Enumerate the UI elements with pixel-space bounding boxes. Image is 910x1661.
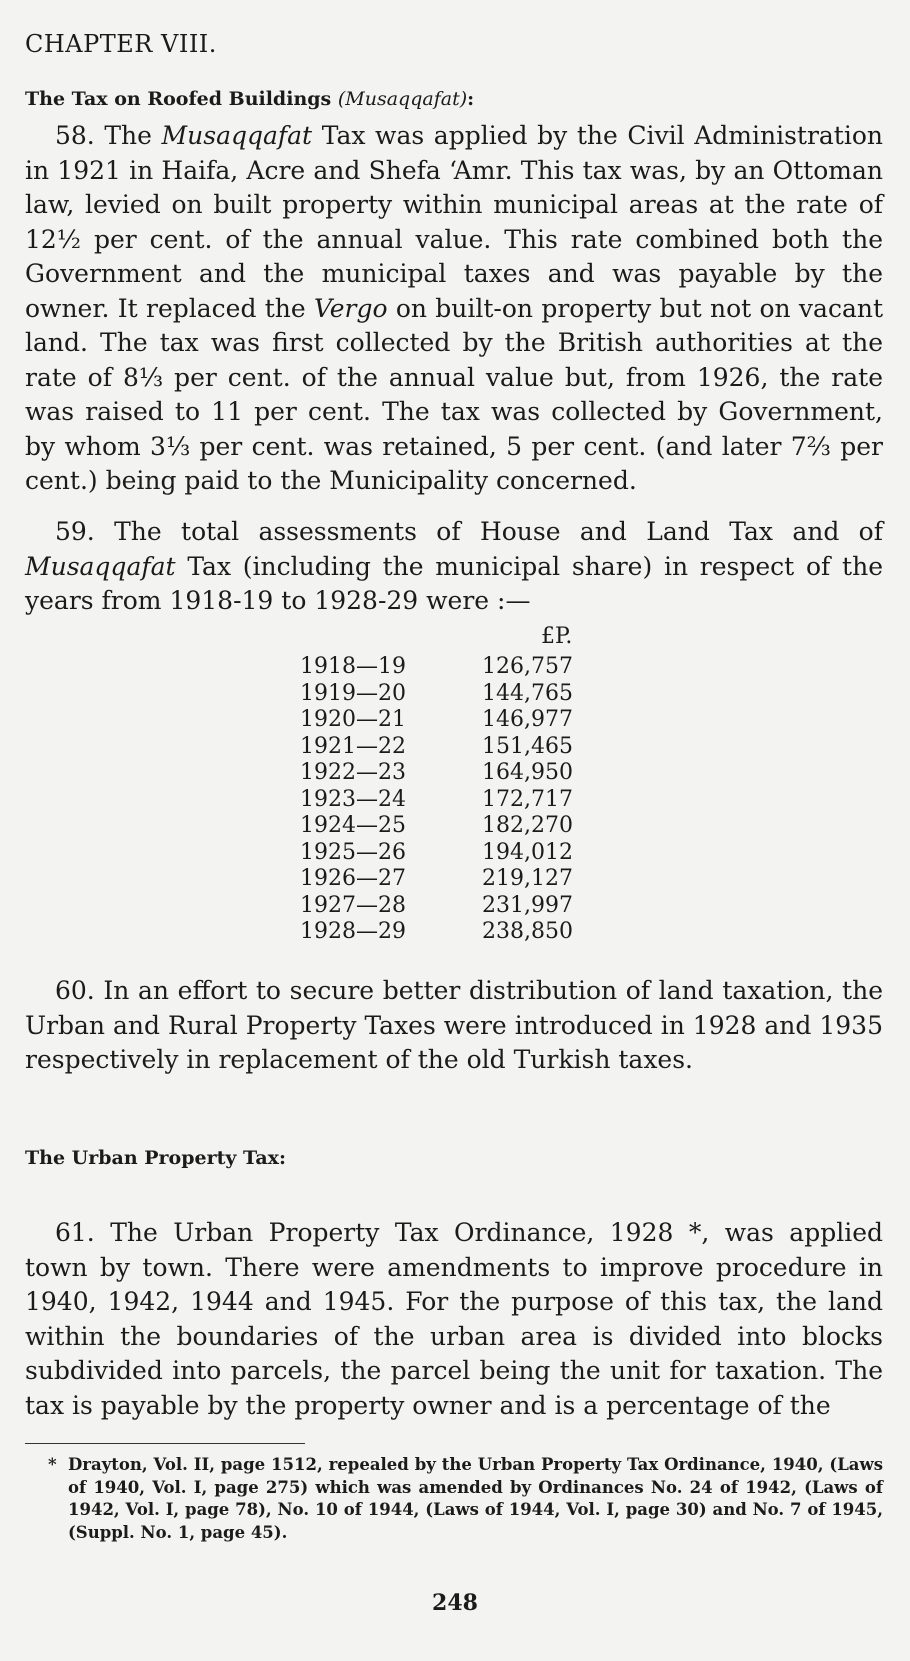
year-cell: 1925—26 [300,839,406,865]
chapter-title: CHAPTER VIII. [25,30,217,58]
p59-c: Tax (including the municipal share) in respect of the years from 1918-19 to 1928-29 were :— [25,551,883,615]
heading-tail: : [467,88,475,110]
table-row [300,893,720,919]
heading-italic: (Musaqqafat) [337,88,468,110]
year-cell: 1924—25 [300,813,406,838]
year-cell: 1920—21 [300,707,406,732]
paragraph-59 [25,515,883,619]
year-cell: 1918—19 [300,654,406,679]
footnote-divider [25,1443,305,1444]
footnote [48,1454,883,1544]
paragraph-60: 60. In an effort to secure better distribution of land taxation, the Urban and Rural Property Taxes were introduced in 1928 and 1935 respectively in replacement of the old Turkish taxes. [25,976,883,1074]
p58-musaqqafat: Musaqqafat [161,121,313,150]
p58-a: 58. The [55,121,162,150]
year-cell: 1921—22 [300,733,406,759]
table-row [300,813,720,839]
value-cell: 126,757 [482,654,573,679]
table-row [300,840,720,866]
year-cell: 1919—20 [300,680,406,706]
section-heading-roofed-buildings [25,88,474,110]
year-cell: 1926—27 [300,866,406,891]
value-cell: 172,717 [482,786,573,812]
heading-text: The Tax on Roofed Buildings [25,88,332,110]
paragraph-61: 61. The Urban Property Tax Ordinance, 1928 *, was applied town by town. There were amendments to improve procedure in 1940, 1942, 1944 and 1945. For the purpose of this tax, the land within the boundaries of the urban area is divided into blocks subdivided into parcels, the parcel being the unit for taxation. The tax is payable by the property owner and is a percentage of the [25,1218,883,1420]
value-cell: 151,465 [482,733,573,759]
year-cell: 1923—24 [300,786,406,812]
table-row [300,734,720,760]
page-number: 248 [432,1590,478,1616]
p59-a: 59. The total assessments of House and Land Tax and of [55,517,883,546]
value-cell: 182,270 [482,813,573,838]
p58-e: on built-on property but not on vacant land. The tax was first collected by the British authorities at the rate of 8⅓ per cent. of the annual value but, from 1926, the rate was raised to 11 per cent. The tax was collected by Government, by whom 3⅓ per cent. was retained, 5 per cent. (and later 7⅔ per cent.) being paid to the Municipality concerned. [25,293,883,495]
year-cell: 1927—28 [300,892,406,918]
table-row [300,787,720,813]
value-cell: 219,127 [482,866,573,891]
table-row [300,654,720,680]
table-row [300,707,720,733]
table-row [300,919,720,945]
p58-vergo: Vergo [313,293,388,323]
footnote-mark: * [48,1455,57,1474]
table-row [300,681,720,707]
year-cell: 1922—23 [300,760,406,785]
table-unit-header: £P. [541,624,573,649]
p59-musaqqafat: Musaqqafat [25,551,176,581]
year-cell: 1928—29 [300,919,406,944]
section-heading-urban-property-tax: The Urban Property Tax: [25,1147,287,1169]
value-cell: 146,977 [482,707,573,732]
p58-c: Tax was applied by the Civil Administration in 1921 in Haifa, Acre and Shefa ‘Amr. This tax was, by an Ottoman law, levied on built property within municipal areas at the rate of 12½ per cent. of the annual value. This rate combined both the Government and the municipal taxes and was payable by the owner. It replaced the [25,121,883,323]
value-cell: 144,765 [482,680,573,706]
value-cell: 164,950 [482,760,573,785]
table-row [300,760,720,786]
footnote-text: Drayton, Vol. II, page 1512, repealed by the Urban Property Tax Ordinance, 1940, (Laws of 1940, Vol. I, page 275) which was amended by Ordinances No. 24 of 1942, (Laws of 1942, Vol. I, page 78), No. 10 of 1944, (Laws of 1944, Vol. I, page 30) and No. 7 of 1945, (Suppl. No. 1, page 45). [68,1455,883,1542]
value-cell: 194,012 [482,839,573,865]
table-row [300,866,720,892]
paragraph-58 [25,119,883,499]
value-cell: 231,997 [482,892,573,918]
value-cell: 238,850 [482,919,573,944]
